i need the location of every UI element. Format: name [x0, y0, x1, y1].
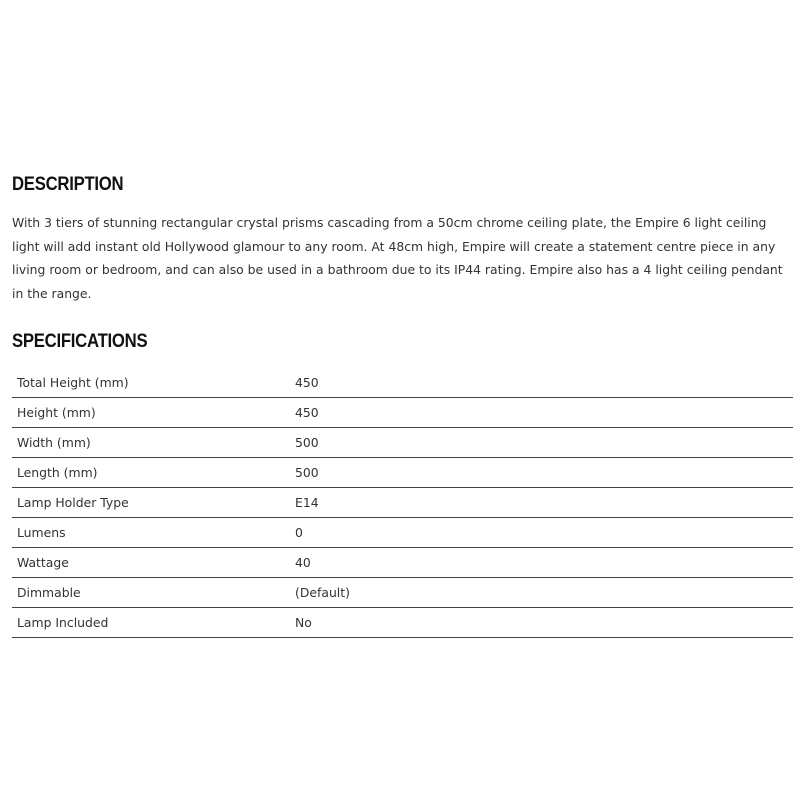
spec-label: Lamp Holder Type — [12, 488, 290, 518]
spec-label: Dimmable — [12, 578, 290, 608]
spec-row-wattage — [12, 548, 793, 578]
spec-label: Total Height (mm) — [12, 368, 290, 398]
spec-value: 450 — [290, 398, 793, 428]
spec-value: 500 — [290, 428, 793, 458]
spec-row-lamp-holder-type — [12, 488, 793, 518]
spec-row-width — [12, 428, 793, 458]
specifications-heading: SPECIFICATIONS — [12, 331, 148, 352]
spec-label: Lumens — [12, 518, 290, 548]
description-heading: DESCRIPTION — [12, 174, 124, 195]
spec-value: 0 — [290, 518, 793, 548]
spec-value: No — [290, 608, 793, 638]
spec-row-dimmable — [12, 578, 793, 608]
spec-value: 40 — [290, 548, 793, 578]
spec-label: Length (mm) — [12, 458, 290, 488]
spec-row-height — [12, 398, 793, 428]
spec-label: Width (mm) — [12, 428, 290, 458]
spec-row-length — [12, 458, 793, 488]
spec-row-lumens — [12, 518, 793, 548]
spec-label: Lamp Included — [12, 608, 290, 638]
description-text: With 3 tiers of stunning rectangular crystal prisms cascading from a 50cm chrome ceiling plate, the Empire 6 light ceiling light will add instant old Hollywood glamour to any room. At 48cm high, Empire will create a statement centre piece in any living room or bedroom, and can also be used in a bathroom due to its IP44 rating. Empire also has a 4 light ceiling pendant in the range. — [12, 215, 783, 301]
spec-row-lamp-included — [12, 608, 793, 638]
spec-value: 500 — [290, 458, 793, 488]
spec-value: 450 — [290, 368, 793, 398]
spec-value: E14 — [290, 488, 793, 518]
spec-value: (Default) — [290, 578, 793, 608]
spec-label: Wattage — [12, 548, 290, 578]
spec-row-total-height — [12, 368, 793, 398]
spec-label: Height (mm) — [12, 398, 290, 428]
specifications-table — [12, 368, 793, 638]
